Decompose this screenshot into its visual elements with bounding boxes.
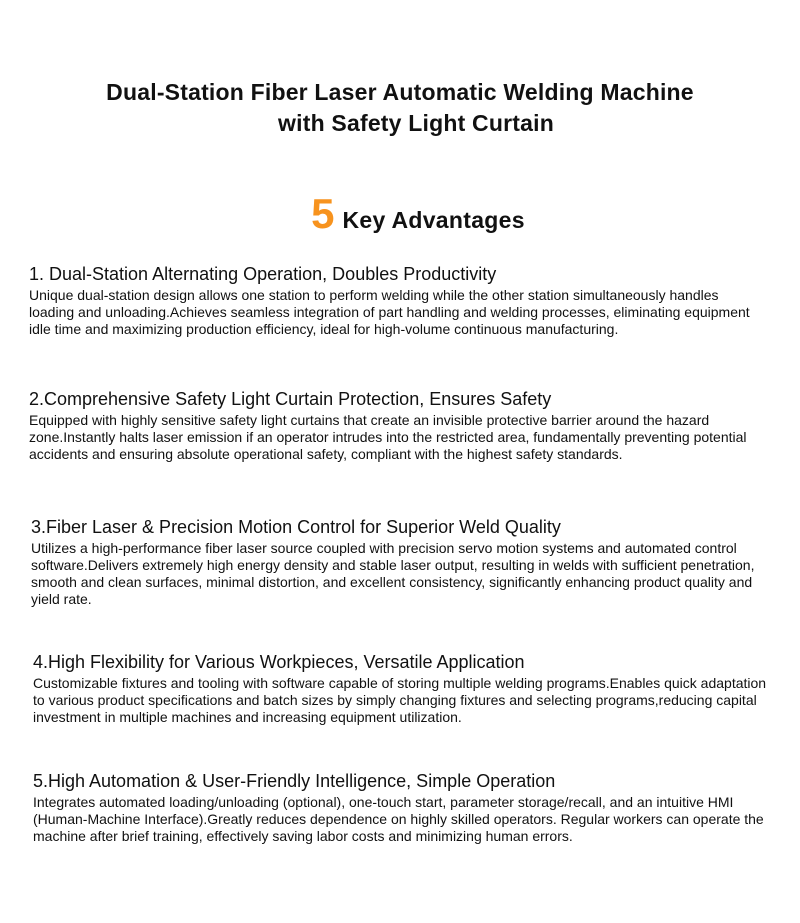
advantages-label: Key Advantages	[342, 207, 525, 233]
page-title-line-1: Dual-Station Fiber Laser Automatic Welding Machine	[106, 79, 694, 105]
advantage-section-5	[33, 770, 778, 845]
advantage-section-1	[29, 263, 759, 338]
page-title	[0, 77, 800, 139]
advantage-description: Utilizes a high-performance fiber laser source coupled with precision servo motion systems and automated control software.Delivers extremely high energy density and stable laser output, resulting in welds with sufficient penetration, smooth and clean surfaces, minimal distortion, and excellent consistency, significantly enhancing product quality and yield rate.	[31, 540, 755, 607]
advantage-title: 4.High Flexibility for Various Workpieces, Versatile Application	[33, 652, 525, 672]
advantage-description: Equipped with highly sensitive safety light curtains that create an invisible protective barrier around the hazard zone.Instantly halts laser emission if an operator intrudes into the restricted area, fundamentally preventing potential accidents and ensuring absolute operational safety, compliant with the highest safety standards.	[29, 412, 747, 462]
advantage-title: 2.Comprehensive Safety Light Curtain Protection, Ensures Safety	[29, 389, 552, 409]
page-title-line-2: with Safety Light Curtain	[278, 110, 554, 136]
advantage-description: Customizable fixtures and tooling with software capable of storing multiple welding programs.Enables quick adaptation to various product specifications and batch sizes by simply changing fixtures and selecting programs,reducing capital investment in multiple machines and increasing equipment utilization.	[33, 675, 767, 725]
advantage-description: Integrates automated loading/unloading (optional), one-touch start, parameter storage/recall, and an intuitive HMI (Human-Machine Interface).Greatly reduces dependence on highly skilled operators. Regular workers can operate the machine after brief training, effectively saving labor costs and minimizing human errors.	[33, 794, 764, 844]
advantage-title: 1. Dual-Station Alternating Operation, Doubles Productivity	[29, 264, 497, 284]
key-advantages-heading	[0, 190, 800, 238]
advantage-title: 3.Fiber Laser & Precision Motion Control for Superior Weld Quality	[31, 517, 561, 537]
advantage-title: 5.High Automation & User-Friendly Intelligence, Simple Operation	[33, 771, 556, 791]
advantage-section-2	[29, 388, 779, 463]
advantage-section-3	[31, 516, 771, 608]
advantage-section-4	[33, 651, 778, 726]
advantage-description: Unique dual-station design allows one station to perform welding while the other station simultaneously handles loading and unloading.Achieves seamless integration of part handling and welding processes, eliminating equipment idle time and maximizing production efficiency, ideal for high-volume continuous manufacturing.	[29, 287, 750, 337]
advantages-count: 5	[311, 190, 335, 237]
